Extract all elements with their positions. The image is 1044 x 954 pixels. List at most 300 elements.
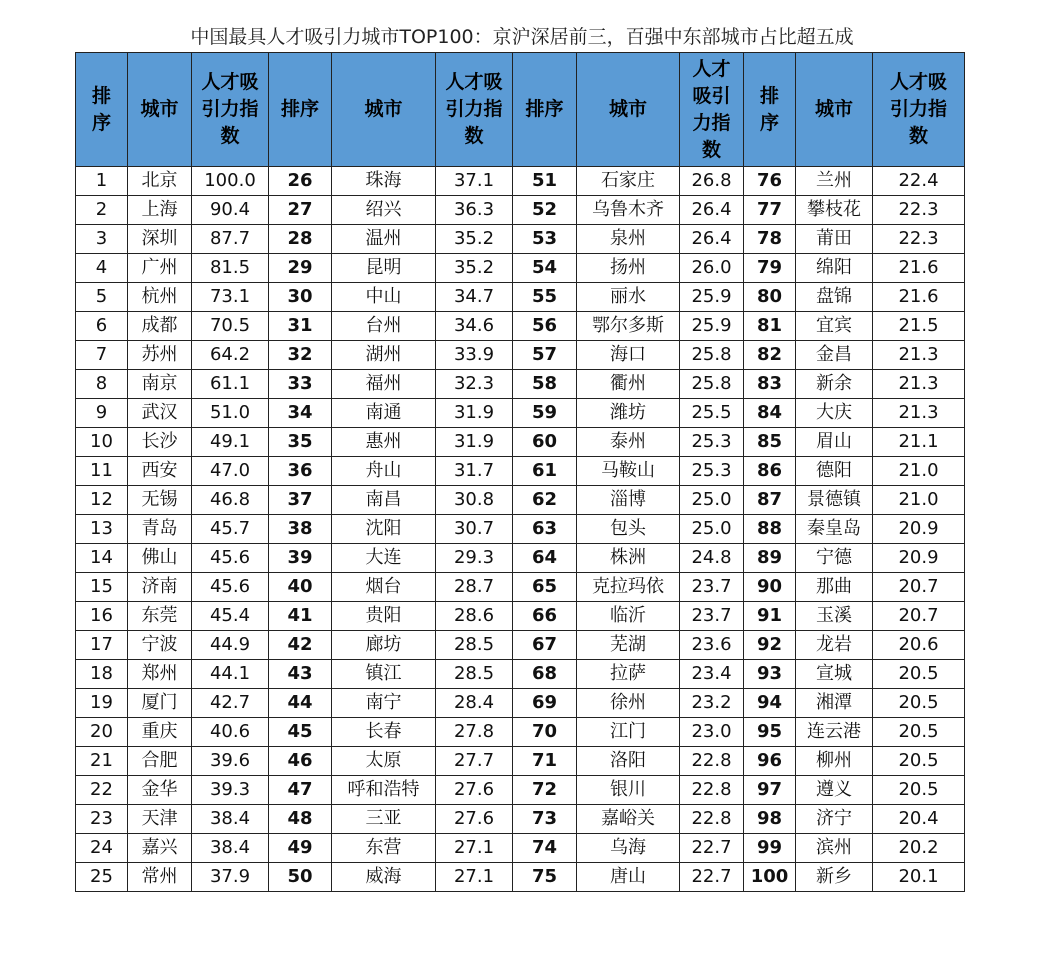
cell-index: 23.2 [680,689,744,718]
cell-city: 湖州 [332,341,436,370]
cell-index: 39.6 [192,747,269,776]
cell-index: 32.3 [436,370,513,399]
table-row [76,399,965,428]
cell-city: 济南 [128,573,192,602]
cell-city: 苏州 [128,341,192,370]
table-body [76,167,965,892]
table-row [76,747,965,776]
cell-index: 29.3 [436,544,513,573]
cell-rank: 94 [744,689,796,718]
cell-rank: 12 [76,486,128,515]
cell-index: 26.8 [680,167,744,196]
cell-rank: 1 [76,167,128,196]
cell-city: 天津 [128,805,192,834]
cell-index: 22.3 [873,196,965,225]
cell-rank: 2 [76,196,128,225]
cell-index: 25.9 [680,283,744,312]
cell-rank: 44 [269,689,332,718]
cell-index: 26.4 [680,196,744,225]
cell-city: 嘉兴 [128,834,192,863]
cell-city: 江门 [577,718,680,747]
cell-rank: 97 [744,776,796,805]
cell-rank: 49 [269,834,332,863]
header-index: 人才吸 引力指 数 [873,53,965,167]
cell-city: 武汉 [128,399,192,428]
cell-rank: 43 [269,660,332,689]
cell-rank: 3 [76,225,128,254]
cell-rank: 100 [744,863,796,892]
cell-rank: 66 [513,602,577,631]
cell-index: 20.9 [873,515,965,544]
cell-city: 太原 [332,747,436,776]
cell-city: 北京 [128,167,192,196]
header-city: 城市 [577,53,680,167]
cell-index: 34.6 [436,312,513,341]
cell-city: 南昌 [332,486,436,515]
cell-index: 28.4 [436,689,513,718]
cell-rank: 55 [513,283,577,312]
cell-city: 绵阳 [796,254,873,283]
cell-rank: 64 [513,544,577,573]
cell-rank: 78 [744,225,796,254]
table-row [76,805,965,834]
cell-city: 拉萨 [577,660,680,689]
cell-index: 47.0 [192,457,269,486]
table-row [76,544,965,573]
cell-index: 21.5 [873,312,965,341]
table-row [76,283,965,312]
cell-rank: 54 [513,254,577,283]
cell-index: 20.5 [873,776,965,805]
table-row [76,776,965,805]
cell-rank: 56 [513,312,577,341]
cell-city: 深圳 [128,225,192,254]
cell-city: 舟山 [332,457,436,486]
table-row [76,486,965,515]
cell-index: 21.0 [873,457,965,486]
cell-index: 22.3 [873,225,965,254]
cell-city: 廊坊 [332,631,436,660]
cell-city: 重庆 [128,718,192,747]
cell-rank: 69 [513,689,577,718]
cell-index: 25.9 [680,312,744,341]
cell-rank: 7 [76,341,128,370]
cell-index: 39.3 [192,776,269,805]
cell-index: 20.5 [873,660,965,689]
table-row [76,457,965,486]
cell-city: 台州 [332,312,436,341]
cell-rank: 82 [744,341,796,370]
cell-city: 衢州 [577,370,680,399]
cell-city: 金昌 [796,341,873,370]
cell-city: 成都 [128,312,192,341]
cell-city: 绍兴 [332,196,436,225]
cell-city: 景德镇 [796,486,873,515]
cell-city: 丽水 [577,283,680,312]
cell-rank: 46 [269,747,332,776]
cell-rank: 51 [513,167,577,196]
cell-city: 大连 [332,544,436,573]
cell-index: 28.6 [436,602,513,631]
cell-city: 乌海 [577,834,680,863]
table-row [76,312,965,341]
cell-index: 20.2 [873,834,965,863]
cell-rank: 99 [744,834,796,863]
cell-index: 35.2 [436,225,513,254]
table-row [76,660,965,689]
table-row [76,602,965,631]
cell-rank: 74 [513,834,577,863]
cell-rank: 61 [513,457,577,486]
cell-rank: 85 [744,428,796,457]
cell-city: 珠海 [332,167,436,196]
table-row [76,689,965,718]
cell-city: 合肥 [128,747,192,776]
cell-rank: 90 [744,573,796,602]
cell-index: 22.8 [680,747,744,776]
cell-city: 中山 [332,283,436,312]
cell-rank: 91 [744,602,796,631]
cell-city: 滨州 [796,834,873,863]
cell-index: 31.9 [436,428,513,457]
cell-index: 45.6 [192,544,269,573]
cell-rank: 96 [744,747,796,776]
table-row [76,341,965,370]
header-index: 人才吸 引力指 数 [436,53,513,167]
cell-city: 镇江 [332,660,436,689]
cell-index: 21.6 [873,283,965,312]
header-city: 城市 [332,53,436,167]
cell-city: 海口 [577,341,680,370]
cell-index: 25.8 [680,370,744,399]
table-row [76,167,965,196]
cell-rank: 4 [76,254,128,283]
cell-index: 44.9 [192,631,269,660]
cell-city: 南通 [332,399,436,428]
ranking-table [75,52,965,892]
cell-index: 21.6 [873,254,965,283]
cell-index: 45.6 [192,573,269,602]
cell-index: 51.0 [192,399,269,428]
cell-city: 临沂 [577,602,680,631]
cell-rank: 95 [744,718,796,747]
cell-rank: 33 [269,370,332,399]
cell-rank: 42 [269,631,332,660]
cell-index: 70.5 [192,312,269,341]
cell-city: 南宁 [332,689,436,718]
cell-index: 21.3 [873,370,965,399]
cell-index: 45.7 [192,515,269,544]
cell-city: 宜宾 [796,312,873,341]
cell-rank: 47 [269,776,332,805]
cell-rank: 8 [76,370,128,399]
cell-rank: 34 [269,399,332,428]
cell-city: 盘锦 [796,283,873,312]
cell-city: 马鞍山 [577,457,680,486]
cell-index: 23.0 [680,718,744,747]
cell-index: 42.7 [192,689,269,718]
cell-index: 31.9 [436,399,513,428]
cell-rank: 63 [513,515,577,544]
header-rank: 排序 [269,53,332,167]
cell-index: 90.4 [192,196,269,225]
cell-index: 64.2 [192,341,269,370]
cell-city: 西安 [128,457,192,486]
cell-rank: 9 [76,399,128,428]
table-header-row [76,53,965,167]
cell-rank: 29 [269,254,332,283]
cell-index: 20.5 [873,689,965,718]
cell-rank: 84 [744,399,796,428]
cell-index: 24.8 [680,544,744,573]
cell-city: 龙岩 [796,631,873,660]
cell-index: 21.3 [873,399,965,428]
cell-index: 37.9 [192,863,269,892]
cell-index: 37.1 [436,167,513,196]
cell-city: 无锡 [128,486,192,515]
cell-rank: 36 [269,457,332,486]
cell-index: 23.6 [680,631,744,660]
cell-index: 31.7 [436,457,513,486]
cell-city: 贵阳 [332,602,436,631]
cell-index: 36.3 [436,196,513,225]
cell-city: 济宁 [796,805,873,834]
cell-city: 莆田 [796,225,873,254]
cell-rank: 35 [269,428,332,457]
cell-city: 青岛 [128,515,192,544]
cell-rank: 23 [76,805,128,834]
cell-index: 23.7 [680,573,744,602]
cell-city: 威海 [332,863,436,892]
cell-rank: 81 [744,312,796,341]
cell-city: 遵义 [796,776,873,805]
cell-index: 20.9 [873,544,965,573]
cell-rank: 21 [76,747,128,776]
cell-rank: 65 [513,573,577,602]
cell-city: 银川 [577,776,680,805]
cell-index: 87.7 [192,225,269,254]
cell-index: 73.1 [192,283,269,312]
cell-city: 沈阳 [332,515,436,544]
cell-index: 23.7 [680,602,744,631]
cell-rank: 37 [269,486,332,515]
cell-index: 27.6 [436,805,513,834]
table-row [76,254,965,283]
cell-index: 38.4 [192,805,269,834]
cell-city: 东营 [332,834,436,863]
cell-index: 22.7 [680,863,744,892]
cell-index: 33.9 [436,341,513,370]
cell-city: 包头 [577,515,680,544]
cell-city: 株洲 [577,544,680,573]
cell-rank: 5 [76,283,128,312]
table-row [76,428,965,457]
cell-index: 21.3 [873,341,965,370]
cell-index: 27.1 [436,863,513,892]
cell-rank: 72 [513,776,577,805]
cell-rank: 32 [269,341,332,370]
cell-rank: 6 [76,312,128,341]
cell-city: 德阳 [796,457,873,486]
header-city: 城市 [796,53,873,167]
cell-rank: 24 [76,834,128,863]
cell-city: 南京 [128,370,192,399]
cell-city: 杭州 [128,283,192,312]
cell-rank: 89 [744,544,796,573]
cell-index: 27.6 [436,776,513,805]
cell-index: 25.5 [680,399,744,428]
cell-index: 27.7 [436,747,513,776]
cell-city: 乌鲁木齐 [577,196,680,225]
table-row [76,370,965,399]
cell-rank: 88 [744,515,796,544]
cell-city: 广州 [128,254,192,283]
cell-city: 石家庄 [577,167,680,196]
cell-rank: 11 [76,457,128,486]
cell-rank: 25 [76,863,128,892]
cell-city: 郑州 [128,660,192,689]
cell-city: 惠州 [332,428,436,457]
table-row [76,196,965,225]
cell-rank: 93 [744,660,796,689]
table-row [76,718,965,747]
cell-rank: 16 [76,602,128,631]
cell-rank: 75 [513,863,577,892]
cell-city: 上海 [128,196,192,225]
table-row [76,515,965,544]
cell-city: 秦皇岛 [796,515,873,544]
cell-rank: 20 [76,718,128,747]
cell-city: 柳州 [796,747,873,776]
cell-index: 22.7 [680,834,744,863]
cell-rank: 30 [269,283,332,312]
cell-index: 22.4 [873,167,965,196]
cell-index: 35.2 [436,254,513,283]
cell-index: 45.4 [192,602,269,631]
cell-index: 28.7 [436,573,513,602]
cell-rank: 31 [269,312,332,341]
cell-city: 兰州 [796,167,873,196]
cell-city: 淄博 [577,486,680,515]
cell-rank: 67 [513,631,577,660]
cell-index: 22.8 [680,805,744,834]
header-index: 人才吸 引力指 数 [192,53,269,167]
cell-index: 30.7 [436,515,513,544]
header-index: 人才 吸引 力指 数 [680,53,744,167]
cell-rank: 83 [744,370,796,399]
cell-index: 20.6 [873,631,965,660]
cell-city: 福州 [332,370,436,399]
cell-rank: 62 [513,486,577,515]
cell-index: 34.7 [436,283,513,312]
cell-index: 38.4 [192,834,269,863]
cell-index: 100.0 [192,167,269,196]
cell-index: 25.0 [680,486,744,515]
header-rank: 排 序 [76,53,128,167]
cell-city: 大庆 [796,399,873,428]
table-row [76,225,965,254]
cell-rank: 86 [744,457,796,486]
cell-rank: 48 [269,805,332,834]
cell-city: 泰州 [577,428,680,457]
cell-rank: 53 [513,225,577,254]
cell-rank: 76 [744,167,796,196]
cell-index: 25.3 [680,457,744,486]
cell-rank: 98 [744,805,796,834]
cell-rank: 18 [76,660,128,689]
cell-index: 22.8 [680,776,744,805]
cell-index: 44.1 [192,660,269,689]
cell-index: 23.4 [680,660,744,689]
cell-city: 长沙 [128,428,192,457]
cell-rank: 60 [513,428,577,457]
cell-city: 湘潭 [796,689,873,718]
cell-index: 20.5 [873,747,965,776]
cell-rank: 68 [513,660,577,689]
cell-city: 徐州 [577,689,680,718]
cell-rank: 77 [744,196,796,225]
cell-index: 20.7 [873,573,965,602]
cell-rank: 39 [269,544,332,573]
cell-index: 21.1 [873,428,965,457]
cell-rank: 59 [513,399,577,428]
cell-city: 唐山 [577,863,680,892]
cell-city: 扬州 [577,254,680,283]
cell-city: 眉山 [796,428,873,457]
table-row [76,863,965,892]
cell-index: 20.1 [873,863,965,892]
cell-city: 连云港 [796,718,873,747]
cell-rank: 38 [269,515,332,544]
cell-city: 三亚 [332,805,436,834]
cell-rank: 52 [513,196,577,225]
cell-index: 28.5 [436,631,513,660]
cell-rank: 92 [744,631,796,660]
cell-city: 温州 [332,225,436,254]
cell-city: 宣城 [796,660,873,689]
table-row [76,834,965,863]
cell-index: 81.5 [192,254,269,283]
cell-rank: 80 [744,283,796,312]
cell-index: 40.6 [192,718,269,747]
cell-city: 潍坊 [577,399,680,428]
cell-city: 烟台 [332,573,436,602]
cell-rank: 14 [76,544,128,573]
cell-rank: 87 [744,486,796,515]
table-row [76,631,965,660]
cell-index: 25.0 [680,515,744,544]
header-city: 城市 [128,53,192,167]
cell-rank: 10 [76,428,128,457]
cell-city: 那曲 [796,573,873,602]
cell-city: 昆明 [332,254,436,283]
cell-index: 46.8 [192,486,269,515]
cell-rank: 79 [744,254,796,283]
cell-city: 洛阳 [577,747,680,776]
cell-city: 宁德 [796,544,873,573]
cell-city: 呼和浩特 [332,776,436,805]
cell-city: 攀枝花 [796,196,873,225]
cell-rank: 17 [76,631,128,660]
cell-rank: 45 [269,718,332,747]
cell-rank: 19 [76,689,128,718]
cell-city: 佛山 [128,544,192,573]
cell-index: 25.3 [680,428,744,457]
cell-rank: 50 [269,863,332,892]
cell-index: 27.8 [436,718,513,747]
cell-city: 玉溪 [796,602,873,631]
cell-city: 东莞 [128,602,192,631]
